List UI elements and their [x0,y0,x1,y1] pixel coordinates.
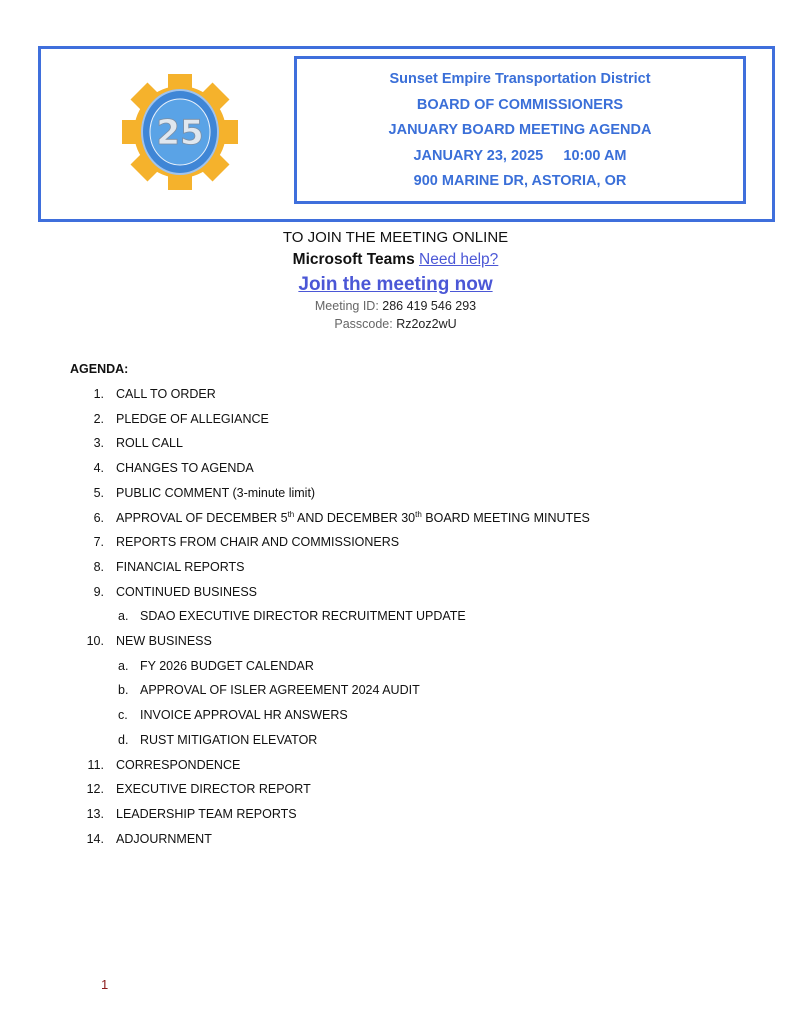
organization-name: Sunset Empire Transportation District [389,71,651,87]
agenda-item-text [116,832,212,846]
agenda-item-text [116,782,311,796]
agenda-item-text [116,387,216,401]
agenda-item-label: PUBLIC COMMENT (3-minute limit) [116,485,316,500]
agenda-item-text [116,486,315,500]
agenda-item-label: CORRESPONDENCE [116,757,241,772]
join-line [0,274,791,296]
agenda-item-label: SDAO EXECUTIVE DIRECTOR RECRUITMENT UPDATE [140,609,466,624]
agenda-item-text [116,758,240,772]
agenda-item-text [116,461,254,475]
passcode-value: Rz2oz2wU [396,317,457,331]
agenda-item-label: LEADERSHIP TEAM REPORTS [116,806,297,821]
agenda-item-number: 9. [93,584,104,599]
agenda-item-text [140,609,466,623]
agenda-item-number: 6. [93,510,104,525]
agenda-item-text [116,535,399,549]
meeting-date-time: JANUARY 23, 2025 10:00 AM [413,147,627,164]
online-intro: TO JOIN THE MEETING ONLINE [282,229,509,246]
teams-line [0,251,791,269]
agenda-item-label: INVOICE APPROVAL HR ANSWERS [140,708,348,723]
agenda-item-label: CALL TO ORDER [116,387,216,401]
agenda-item-label: FY 2026 BUDGET CALENDAR [140,658,314,673]
agenda-item-number: 2. [93,411,104,426]
ordinal-suffix: th [287,509,295,519]
agenda-item-label: APPROVAL OF DECEMBER 5 [116,510,288,525]
logo-number: 25 [156,113,204,153]
platform-name: Microsoft Teams [292,251,415,268]
agenda-item-text [116,585,257,599]
agenda-item-label: APPROVAL OF ISLER AGREEMENT 2024 AUDIT [140,683,420,698]
agenda-item-label: AND DECEMBER 30 [294,510,416,525]
agenda-item-number: a. [118,658,129,673]
agenda-item-number: 1. [93,387,104,401]
meeting-id-value: 286 419 546 293 [382,299,477,313]
agenda-item-number: 3. [93,436,104,451]
agenda-item-number: 8. [93,559,104,574]
agenda-item-number: a. [118,609,129,624]
agenda-item-number: 4. [93,461,104,476]
agenda-item-label: CONTINUED BUSINESS [116,584,257,599]
passcode-label: Passcode: [334,317,397,331]
agenda-item-text [140,683,420,697]
agenda-item-text [116,560,245,574]
agenda-item-text [116,634,212,648]
meeting-address: 900 MARINE DR, ASTORIA, OR [413,173,627,189]
agenda-item-label: NEW BUSINESS [116,634,212,648]
agenda-item-number: 13. [86,806,104,821]
agenda-item-number: 5. [93,485,104,500]
agenda-item-text [140,733,317,747]
agenda-item-number: 10. [86,634,104,648]
agenda-item-text [116,412,269,426]
agenda-item-label: RUST MITIGATION ELEVATOR [140,732,318,747]
agenda-item-text [116,511,590,525]
document-title: JANUARY BOARD MEETING AGENDA [388,122,652,138]
agenda-item-label: FINANCIAL REPORTS [116,559,245,574]
agenda-heading: AGENDA: [70,362,129,376]
meeting-id-label: Meeting ID: [314,299,383,313]
agenda-item-text [116,807,297,821]
agenda-item-number: d. [118,732,129,747]
join-meeting-link[interactable]: Join the meeting now [298,274,493,295]
agenda-item-label: EXECUTIVE DIRECTOR REPORT [116,782,311,797]
meeting-id-line [0,299,791,313]
passcode-line [0,317,791,331]
header-title-box [294,56,746,204]
agenda-item-label: BOARD MEETING MINUTES [421,510,590,525]
agenda-item-label: PLEDGE OF ALLEGIANCE [116,411,269,426]
page-number: 1 [101,977,109,992]
ordinal-suffix: th [415,509,422,519]
agenda-item-label: ROLL CALL [116,436,183,451]
agenda-item-text [140,708,348,722]
board-name: BOARD OF COMMISSIONERS [416,96,624,113]
agenda-item-number: 12. [86,782,104,797]
agenda-item-number: 14. [86,831,104,846]
agenda-item-text [116,436,183,450]
agenda-item-text [140,659,314,673]
agenda-item-number: 11. [87,757,104,772]
agenda-item-label: ADJOURNMENT [116,831,212,846]
agenda-item-number: 7. [93,535,104,550]
agenda-item-number: b. [118,683,129,698]
agenda-item-label: CHANGES TO AGENDA [116,461,254,476]
agenda-item-label: REPORTS FROM CHAIR AND COMMISSIONERS [116,535,400,550]
need-help-link[interactable]: Need help? [419,251,499,268]
district-25th-anniversary-logo [120,72,240,192]
agenda-item-number: c. [118,708,128,723]
